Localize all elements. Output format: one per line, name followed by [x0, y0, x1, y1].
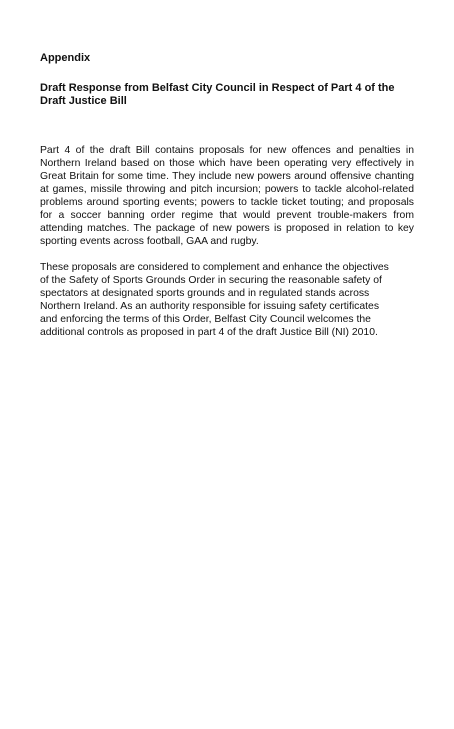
paragraph-part4-proposals: Part 4 of the draft Bill contains proposals for new offences and penalties in Northern Ireland based on those which have been operating very effectively in Great Britain for some time. They include new powers around offensive chanting at games, missile throwing and pitch incursion; powers to tackle alcohol-related problems around sporting events; powers to tackle ticket touting; and proposals for a soccer banning order regime that would prevent trouble-makers from attending matches. The package of new powers is proposed in relation to key sporting events across football, GAA and rugby.: [40, 145, 414, 247]
document-heading: [40, 82, 414, 108]
heading-line-1: Draft Response from Belfast City Council in Respect of Part 4 of the: [40, 82, 395, 94]
paragraph-line: and enforcing the terms of this Order, Belfast City Council welcomes the: [40, 314, 371, 325]
paragraph-line: spectators at designated sports grounds and in regulated stands across: [40, 288, 370, 299]
heading-line-2: Draft Justice Bill: [40, 95, 127, 107]
paragraph-safety-order: [40, 261, 414, 339]
paragraph-line: additional controls as proposed in part 4 of the draft Justice Bill (NI) 2010.: [40, 327, 378, 338]
appendix-label: Appendix: [40, 52, 91, 64]
paragraph-line: These proposals are considered to complement and enhance the objectives: [40, 262, 389, 273]
paragraph-spacer: [40, 248, 414, 261]
paragraph-line: Northern Ireland. As an authority responsible for issuing safety certificates: [40, 301, 380, 312]
paragraph-line: of the Safety of Sports Grounds Order in securing the reasonable safety of: [40, 275, 382, 286]
